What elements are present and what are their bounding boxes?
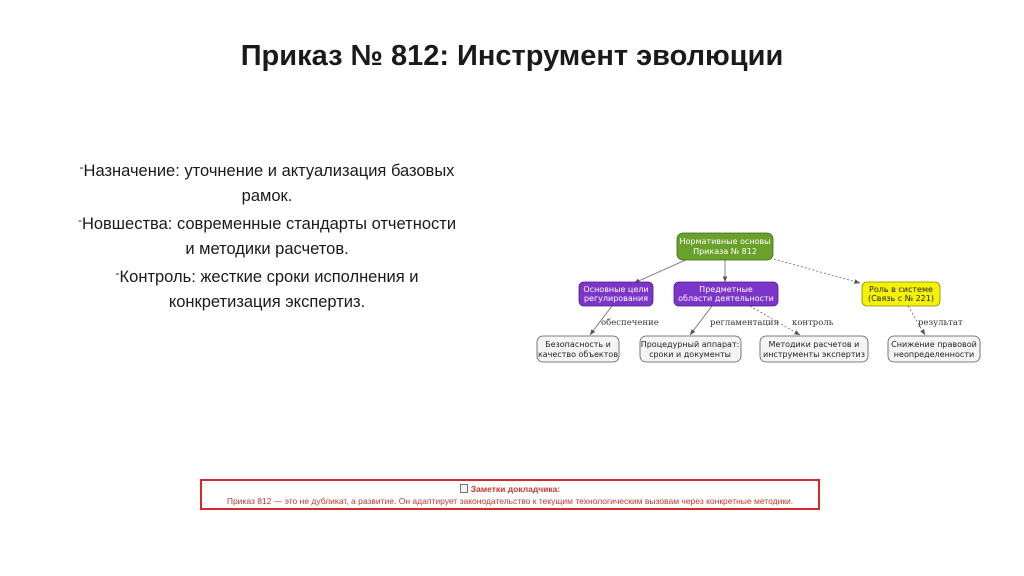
bullet-control: -Контроль: жесткие сроки исполнения и конкретизация экспертиз.	[115, 266, 419, 311]
svg-text:сроки и документы: сроки и документы	[649, 350, 731, 359]
bullet-innovations: -Новшества: современные стандарты отчетности и методики расчетов.	[77, 213, 457, 258]
edge-label-provision: обеспечение	[601, 318, 659, 328]
node-safety	[537, 336, 619, 362]
svg-text:Приказа № 812: Приказа № 812	[693, 247, 757, 256]
svg-text:Основные цели: Основные цели	[583, 285, 649, 294]
bullet-purpose: -Назначение: уточнение и актуализация базовых рамок.	[79, 160, 455, 205]
speaker-notes-title: Заметки докладчика:	[470, 484, 561, 494]
node-risk	[888, 336, 980, 362]
edge-root-role	[770, 258, 860, 283]
svg-text:Снижение правовой: Снижение правовой	[891, 340, 977, 349]
slide-title: Приказ № 812: Инструмент эволюции	[240, 40, 784, 72]
note-icon	[460, 484, 468, 493]
svg-text:Методики расчетов и: Методики расчетов и	[768, 340, 860, 349]
node-goals	[579, 282, 653, 306]
speaker-notes-text: Приказ 812 — это не дубликат, а развитие. Он адаптирует законодательство к текущим технологическим вызовам через конкретные методики.	[226, 496, 794, 506]
svg-text:неопределенности: неопределенности	[893, 350, 975, 359]
svg-text:инструменты экспертиз: инструменты экспертиз	[763, 350, 865, 359]
edge-root-goals	[634, 258, 690, 283]
node-areas	[674, 282, 778, 306]
svg-text:качество объектов: качество объектов	[537, 350, 619, 359]
edge-label-regulation: регламентация	[710, 318, 779, 328]
svg-text:Безопасность и: Безопасность и	[545, 340, 611, 349]
node-root	[677, 233, 773, 260]
edge-label-result: результат	[918, 318, 963, 328]
svg-text:Процедурный аппарат:: Процедурный аппарат:	[640, 340, 740, 349]
node-role	[862, 282, 940, 306]
node-methods	[760, 336, 868, 362]
speaker-notes-header	[202, 483, 818, 495]
node-procedure	[640, 336, 741, 362]
edge-areas-proc	[690, 306, 712, 335]
svg-text:Роль в системе: Роль в системе	[869, 285, 933, 294]
svg-text:регулирования: регулирования	[583, 294, 649, 303]
svg-text:(Связь с № 221): (Связь с № 221)	[868, 294, 934, 303]
svg-text:Нормативные основы: Нормативные основы	[679, 237, 771, 246]
speaker-notes	[200, 479, 820, 510]
svg-text:области деятельности: области деятельности	[678, 294, 774, 303]
edge-label-control: контроль	[792, 318, 834, 328]
svg-text:Предметные: Предметные	[699, 285, 753, 294]
